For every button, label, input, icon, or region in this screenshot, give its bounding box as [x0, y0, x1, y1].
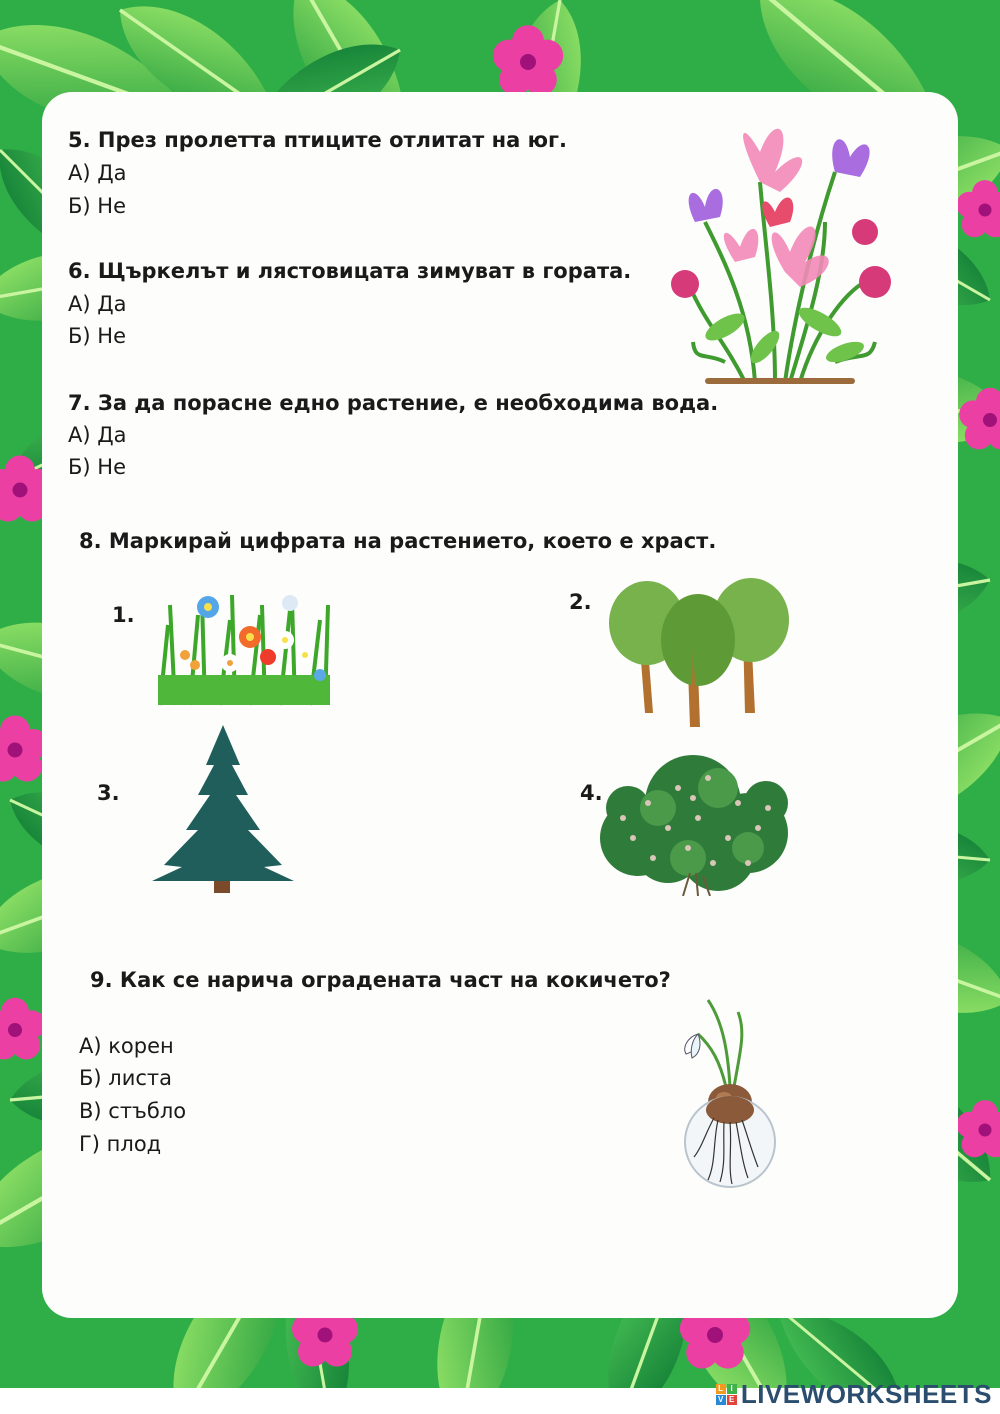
question-9-option-d[interactable]: Г) плод [79, 1132, 162, 1156]
question-9-option-a[interactable]: А) корен [79, 1034, 174, 1058]
liveworksheets-text: LIVEWORKSHEETS [740, 1379, 992, 1409]
question-7: 7. За да порасне едно растение, е необходима вода. [68, 391, 719, 415]
question-5: 5. През пролетта птиците отлитат на юг. [68, 128, 567, 152]
fir-tree-image[interactable] [152, 725, 294, 895]
liveworksheets-brand [716, 1379, 992, 1410]
question-5-option-b[interactable]: Б) Не [68, 194, 126, 218]
option-1-number[interactable]: 1. [112, 603, 135, 627]
snowdrop-with-circled-root-image [668, 992, 788, 1192]
deciduous-trees-image[interactable] [605, 575, 795, 730]
question-7-option-b[interactable]: Б) Не [68, 455, 126, 479]
question-6-option-b[interactable]: Б) Не [68, 324, 126, 348]
question-9: 9. Как се нарича оградената част на кокичето? [90, 968, 671, 992]
question-6-option-a[interactable]: А) Да [68, 292, 127, 316]
question-5-option-a[interactable]: А) Да [68, 161, 127, 185]
question-7-option-a[interactable]: А) Да [68, 423, 127, 447]
option-3-number[interactable]: 3. [97, 781, 120, 805]
question-8: 8. Маркирай цифрата на растението, което е храст. [79, 529, 717, 553]
question-9-option-c[interactable]: В) стъбло [79, 1099, 187, 1123]
flowering-bush-image[interactable] [598, 748, 790, 896]
grass-with-flowers-image[interactable] [150, 585, 340, 707]
liveworksheets-logo-icon: L I V E [716, 1384, 737, 1405]
question-6: 6. Щъркелът и лястовицата зимуват в гората. [68, 259, 632, 283]
flower-bouquet-illustration [665, 112, 905, 392]
question-9-option-b[interactable]: Б) листа [79, 1066, 172, 1090]
option-2-number[interactable]: 2. [569, 590, 592, 614]
option-4-number[interactable]: 4. [580, 781, 603, 805]
